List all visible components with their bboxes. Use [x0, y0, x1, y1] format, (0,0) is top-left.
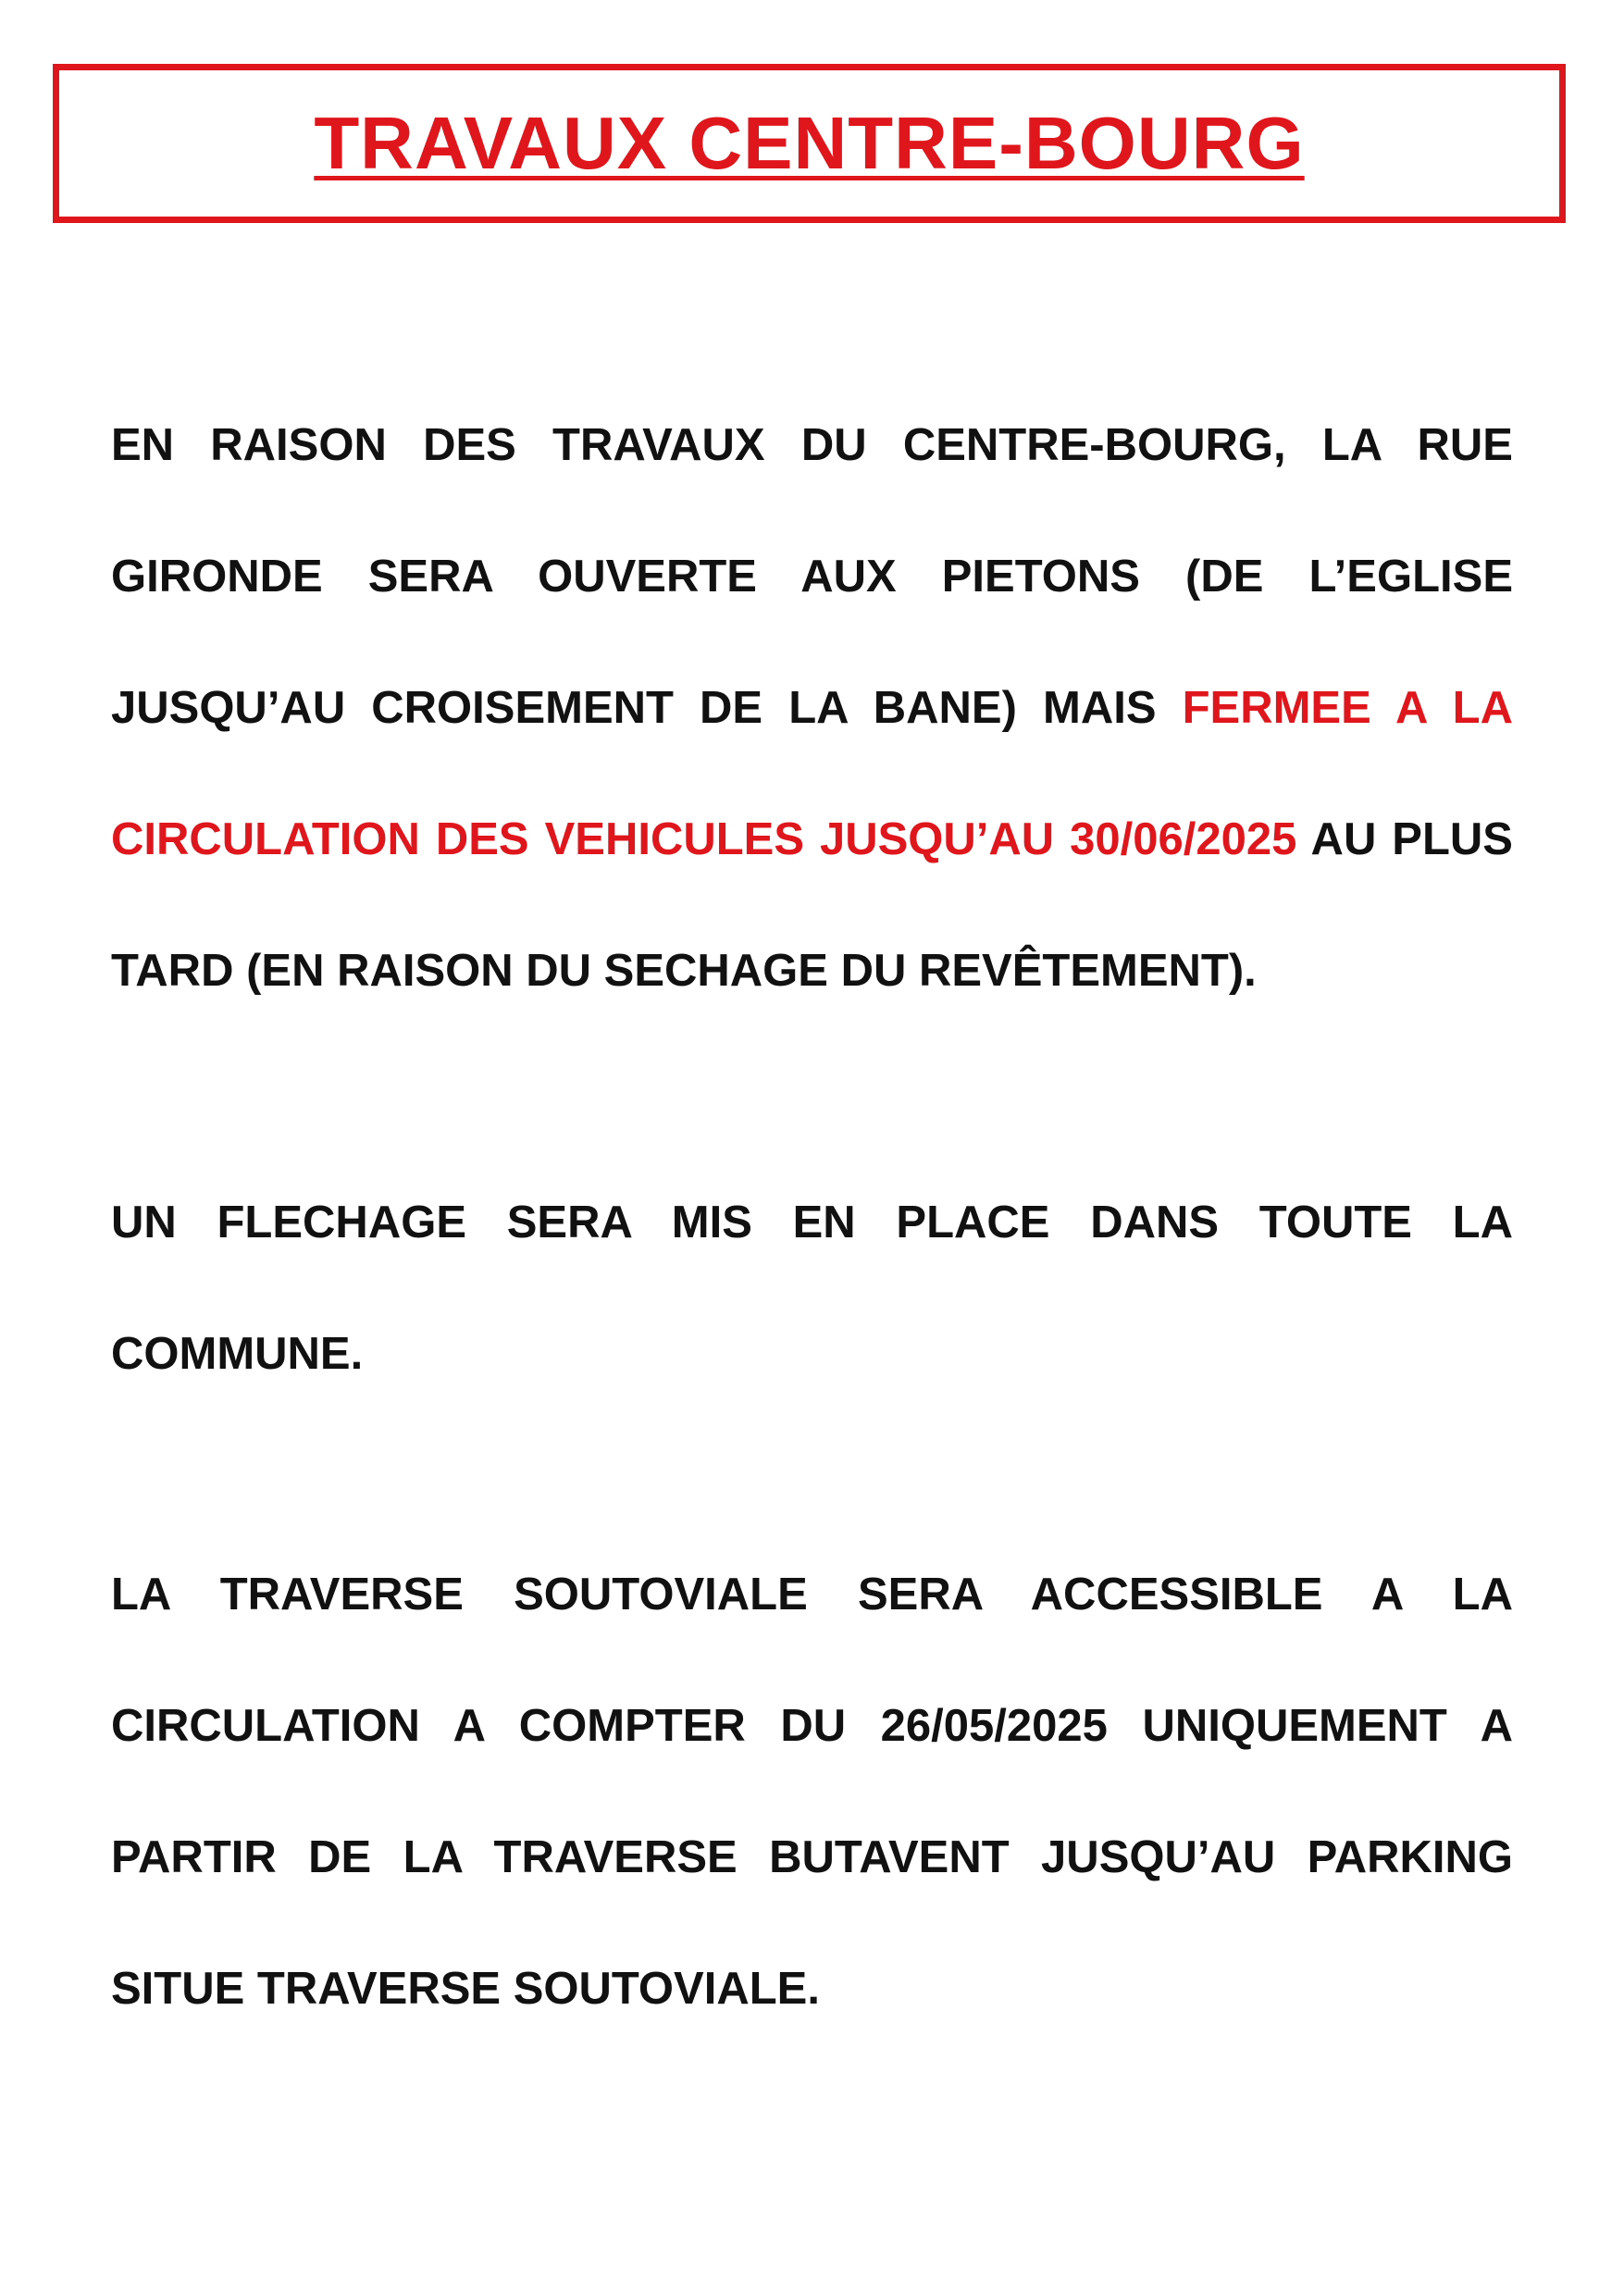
paragraph-closure-text — [111, 379, 1513, 1036]
paragraph-traverse — [111, 1529, 1513, 2054]
paragraph-signage — [111, 1157, 1513, 1420]
paragraph-closure — [111, 379, 1513, 1036]
paragraph-traverse-text: LA TRAVERSE SOUTOVIALE SERA ACCESSIBLE A LA CIRCULATION A COMPTER DU 26/05/2025 UNIQUEMENT A PARTIR DE LA TRAVERSE BUTAVENT JUSQU’AU PARKING SITUE TRAVERSE SOUTOVIALE. — [111, 1570, 1513, 2014]
paragraph-signage-text: UN FLECHAGE SERA MIS EN PLACE DANS TOUTE LA COMMUNE. — [111, 1198, 1513, 1379]
closure-highlight: FERMEE A LA CIRCULATION DES VEHICULES JUSQU’AU 30/06/2025 — [111, 683, 1513, 864]
closure-text-start: EN RAISON DES TRAVAUX DU CENTRE-BOURG, LA RUE GIRONDE SERA OUVERTE AUX PIETONS (DE L’EGLISE JUSQU’AU CROISEMENT DE LA BANE) MAIS — [111, 420, 1513, 733]
closure-text-end: AU PLUS TARD (EN RAISON DU SECHAGE DU REVÊTEMENT). — [111, 814, 1513, 996]
title-box — [53, 64, 1566, 223]
notice-title: TRAVAUX CENTRE-BOURG — [314, 102, 1305, 184]
